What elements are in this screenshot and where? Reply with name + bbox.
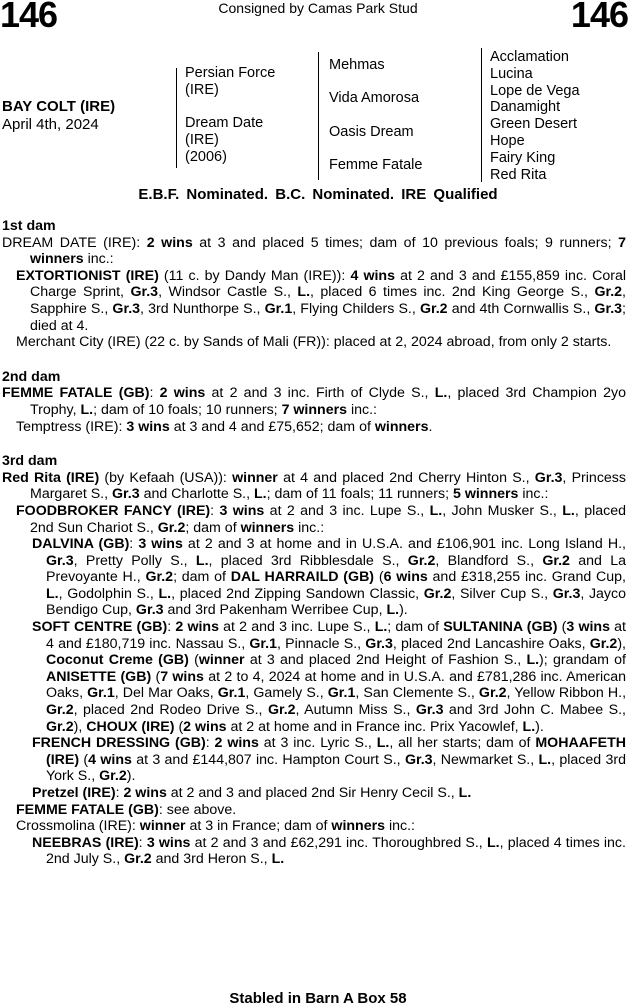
pedigree-notes: [2, 218, 626, 868]
text-run: at 3 and 4 and £75,652; dam of: [169, 418, 375, 435]
bold-run: 6 wins: [383, 569, 428, 586]
text-run: , Pinnacle S.,: [277, 635, 366, 652]
text-run: , Silver Cup S.,: [451, 585, 553, 602]
text-run: at 4 and placed 2nd Cherry Hinton S.,: [277, 469, 535, 486]
bold-run: winners: [331, 818, 386, 835]
bold-run: FRENCH DRESSING (GB): [32, 735, 206, 752]
pedigree-entry: [2, 268, 626, 334]
bold-run: Gr.2: [542, 552, 570, 569]
pedigree-entry: [2, 385, 626, 418]
bold-run: L.: [253, 486, 267, 503]
bold-run: 3 wins: [219, 502, 265, 519]
pedigree-gen3-ancestor: Hope: [490, 132, 525, 149]
pedigree-gen3-ancestor: Acclamation: [490, 49, 569, 65]
text-run: at 2 and 3 inc. Lupe S.,: [218, 619, 375, 636]
text-run: , Yellow Ribbon H.,: [506, 685, 627, 702]
bold-run: NEEBRAS (IRE): [32, 834, 139, 851]
pedigree-grandsire-paternal: Mehmas: [329, 57, 385, 73]
pedigree-gen3-ancestor: Danamight: [490, 99, 561, 116]
bold-run: Gr.3: [46, 552, 74, 569]
dam-heading: 1st dam: [2, 218, 56, 234]
bold-run: Gr.2: [46, 718, 74, 735]
bold-run: winner: [232, 469, 278, 486]
bold-run: Gr.1: [327, 685, 356, 702]
text-run: :: [115, 785, 124, 801]
bold-run: L.: [386, 602, 400, 619]
text-run: ; dam of 10 foals; 10 runners;: [93, 401, 282, 418]
text-run: , placed 3rd Champion 2yo Trophy,: [30, 385, 626, 418]
text-run: ).: [535, 718, 544, 735]
bold-run: Pretzel (IRE): [32, 785, 116, 801]
text-run: ; dam of: [387, 619, 444, 636]
text-run: , placed 2nd Zipping Sandown Classic,: [171, 585, 424, 602]
pedigree-entry: [2, 419, 626, 436]
bold-run: Gr.3: [404, 751, 433, 768]
bold-run: ANISETTE (GB): [46, 668, 152, 685]
bold-run: Red Rita (IRE): [2, 469, 100, 486]
pedigree-entry: [2, 802, 626, 819]
text-run: , placed 3rd Ribblesdale S.,: [208, 552, 408, 569]
bold-run: 7 winners: [281, 401, 348, 418]
pedigree-sire-line: Persian Force: [185, 65, 276, 81]
bold-run: winners: [240, 519, 295, 536]
text-run: Temptress (IRE):: [16, 418, 127, 435]
text-run: at 3 and placed 5 times; dam of 10 previous foals; 9 runners;: [192, 234, 619, 251]
pedigree-dam-line: (IRE): [185, 131, 219, 148]
bold-run: 2 wins: [146, 234, 193, 251]
text-run: inc.:: [518, 486, 549, 503]
pedigree-entry: [2, 619, 626, 735]
text-run: , Princess Margaret S.,: [30, 469, 626, 503]
bold-run: Gr.1: [249, 635, 277, 652]
text-run: Merchant City (IRE) (22 c. by Sands of Mali (FR)): placed at 2, 2024 abroad, from only 2 starts.: [16, 334, 612, 351]
consignor-line: Consigned by Camas Park Stud: [218, 0, 418, 16]
text-run: ; dam of: [173, 569, 231, 586]
bold-run: L.: [434, 385, 448, 402]
pedigree-entry: [2, 235, 626, 268]
text-run: ),: [617, 635, 626, 652]
text-run: ; dam of: [185, 519, 241, 536]
bold-run: L.: [562, 502, 575, 519]
bold-run: winners: [374, 418, 429, 435]
bold-run: 3 wins: [138, 536, 183, 553]
text-run: ; dam of 11 foals; 11 runners;: [266, 486, 453, 503]
text-run: , Autumn Miss S.,: [295, 702, 416, 719]
text-run: , Pretty Polly S.,: [73, 552, 196, 569]
pedigree-dam-line: (2006): [185, 148, 227, 165]
text-run: , Godolphin S.,: [58, 585, 159, 602]
lot-number-right: 146: [570, 0, 628, 35]
text-run: :: [210, 502, 220, 519]
bold-run: Gr.3: [112, 486, 140, 503]
text-run: inc.:: [294, 519, 325, 536]
bold-run: L.: [429, 502, 443, 519]
text-run: , Blandford S.,: [435, 552, 543, 569]
bold-run: 3 wins: [126, 418, 170, 435]
bold-run: 3 wins: [146, 834, 191, 851]
bold-run: 5 winners: [452, 486, 519, 503]
text-run: , Jayco Bendigo Cup,: [46, 585, 627, 619]
bold-run: Gr.3: [594, 300, 623, 317]
text-run: , Flying Childers S.,: [292, 300, 420, 317]
bold-run: L.: [538, 751, 552, 768]
bold-run: L.: [526, 652, 540, 669]
bold-run: Gr.1: [87, 685, 115, 702]
bold-run: Gr.2: [124, 851, 152, 868]
text-run: at 2 at home and in France inc. Prix Yacowlef,: [226, 718, 523, 735]
text-run: , San Clemente S.,: [355, 685, 479, 702]
nominations-line: E.B.F. Nominated. B.C. Nominated. IRE Qualified: [138, 186, 498, 203]
bold-run: Gr.2: [46, 702, 74, 719]
text-run: , John Musker S.,: [442, 502, 563, 519]
text-run: at 2 and 3 and £155,859 inc. Coral Charge Sprint,: [30, 267, 626, 301]
text-run: and £318,255 inc. Grand Cup,: [427, 569, 626, 586]
bold-run: winner: [198, 652, 245, 669]
pedigree-gen3: [490, 49, 580, 183]
pedigree-gen3-ancestor: Green Desert: [490, 116, 578, 133]
text-run: :: [167, 619, 176, 636]
bold-run: 2 wins: [159, 385, 206, 402]
text-run: at 3 and placed 2nd Height of Fashion S.,: [244, 652, 527, 669]
text-run: at 2 and 3 and £62,291 inc. Thoroughbred S.,: [190, 834, 487, 851]
text-run: and 4th Cornwallis S.,: [447, 300, 595, 317]
text-run: ),: [73, 718, 87, 735]
bold-run: Gr.2: [99, 768, 127, 785]
bold-run: SULTANINA (GB): [443, 619, 558, 636]
text-run: , placed 2nd Rodeo Drive S.,: [73, 702, 268, 719]
text-run: at 3 and £144,807 inc. Hampton Court S.,: [131, 751, 405, 768]
text-run: at 2 to 4, 2024 at home and in U.S.A. and £781,286 inc. American Oaks,: [46, 668, 627, 702]
bold-run: Gr.2: [145, 569, 174, 586]
text-run: and La Prevoyante H.,: [46, 552, 626, 586]
bold-run: 2 wins: [183, 718, 227, 735]
pedigree-gen3-ancestor: Red Rita: [490, 166, 547, 183]
bold-run: Gr.3: [112, 300, 141, 317]
text-run: at 4 and £180,719 inc. Nassau S.,: [46, 619, 626, 652]
text-run: , Windsor Castle S.,: [158, 284, 298, 301]
bold-run: L.: [46, 585, 59, 602]
bold-run: EXTORTIONIST (IRE): [16, 267, 159, 284]
text-run: inc.:: [83, 251, 114, 268]
bold-run: L.: [458, 785, 472, 801]
text-run: (: [151, 668, 161, 685]
dam-heading: 2nd dam: [2, 368, 61, 385]
text-run: :: [138, 834, 147, 851]
bold-run: L.: [374, 619, 388, 636]
text-run: and 3rd Pakenham Werribee Cup,: [163, 602, 387, 619]
bold-run: Gr.1: [217, 685, 246, 702]
bold-run: 7 wins: [160, 668, 204, 685]
bold-run: L.: [158, 585, 172, 602]
bold-run: L.: [486, 834, 500, 851]
bold-run: DAL HARRAILD (GB): [230, 569, 375, 586]
pedigree-entry: [2, 470, 626, 503]
pedigree-divider-3: [481, 48, 482, 182]
text-run: Crossmolina (IRE):: [16, 818, 140, 835]
text-run: , placed 2nd Sun Chariot S.,: [30, 502, 626, 536]
bold-run: FOODBROKER FANCY (IRE): [16, 502, 211, 519]
bold-run: Gr.2: [594, 284, 623, 301]
text-run: and 3rd John C. Mabee S.,: [443, 702, 626, 719]
pedigree-entry: [2, 334, 626, 351]
text-run: at 2 and 3 at home and in U.S.A. and £106,901 inc. Long Island H.,: [182, 536, 626, 553]
bold-run: Gr.2: [157, 519, 186, 536]
bold-run: Gr.3: [415, 702, 444, 719]
text-run: ).: [126, 768, 136, 785]
bold-run: L.: [376, 735, 390, 752]
pedigree-entry: [2, 785, 626, 802]
bold-run: FEMME FATALE (GB): [2, 385, 150, 402]
text-run: DREAM DATE (IRE):: [2, 234, 147, 251]
text-run: :: [129, 536, 139, 553]
bold-run: Gr.3: [135, 602, 164, 619]
bold-run: Gr.3: [534, 469, 563, 486]
bold-run: 2 wins: [123, 785, 167, 801]
text-run: , 3rd Nunthorpe S.,: [140, 300, 265, 317]
pedigree-entry: [2, 818, 626, 835]
bold-run: L.: [522, 718, 536, 735]
bold-run: CHOUX (IRE): [86, 718, 175, 735]
bold-run: 7 winners: [30, 234, 626, 268]
text-run: (: [188, 652, 199, 669]
bold-run: winner: [139, 818, 186, 835]
bold-run: L.: [271, 851, 285, 868]
pedigree-entry: [2, 735, 626, 785]
pedigree-granddam-paternal: Vida Amorosa: [329, 90, 420, 106]
bold-run: Gr.2: [267, 702, 296, 719]
text-run: ).: [399, 602, 408, 619]
text-run: :: [205, 735, 215, 752]
pedigree-dam-line: Dream Date: [185, 115, 264, 131]
text-run: at 3 inc. Lyric S.,: [258, 735, 377, 752]
bold-run: Gr.3: [365, 635, 393, 652]
stabling-footer: Stabled in Barn A Box 58: [229, 990, 407, 1007]
bold-run: 2 wins: [175, 619, 219, 636]
pedigree-grandsire-maternal: Oasis Dream: [329, 124, 414, 140]
bold-run: Gr.2: [419, 300, 448, 317]
text-run: , Del Mar Oaks,: [114, 685, 218, 702]
bold-run: Coconut Creme (GB): [46, 652, 189, 669]
text-run: , placed 2nd Lancashire Oaks,: [392, 635, 590, 652]
text-run: : see above.: [158, 801, 237, 818]
bold-run: SOFT CENTRE (GB): [32, 619, 168, 636]
text-run: at 2 and 3 inc. Lupe S.,: [264, 502, 430, 519]
text-run: :: [149, 385, 160, 402]
bold-run: Gr.2: [407, 552, 436, 569]
pedigree-entry: [2, 503, 626, 536]
text-run: and 3rd Heron S.,: [151, 851, 272, 868]
bold-run: FEMME FATALE (GB): [16, 801, 159, 818]
text-run: at 3 in France; dam of: [185, 818, 332, 835]
text-run: and Charlotte S.,: [139, 486, 254, 503]
text-run: (: [557, 619, 567, 636]
bold-run: Gr.2: [423, 585, 452, 602]
bold-run: 2 wins: [214, 735, 259, 752]
text-run: (by Kefaah (USA)):: [99, 469, 233, 486]
pedigree-gen3-ancestor: Lucina: [490, 65, 533, 82]
pedigree-gen3-ancestor: Lope de Vega: [490, 82, 580, 99]
bold-run: 4 wins: [350, 267, 395, 284]
text-run: ; died at 4.: [30, 300, 626, 334]
horse-dob: April 4th, 2024: [2, 116, 99, 133]
bold-run: 3 wins: [566, 619, 610, 636]
text-run: , Gamely S.,: [245, 685, 328, 702]
pedigree-gen3-ancestor: Fairy King: [490, 149, 556, 166]
pedigree-divider-1: [176, 68, 177, 168]
pedigree-divider-2: [318, 52, 319, 180]
pedigree-granddam-maternal: Femme Fatale: [329, 157, 423, 173]
pedigree-entry: [2, 835, 626, 868]
pedigree-dam: [185, 115, 263, 165]
text-run: , placed 3rd York S.,: [46, 751, 626, 785]
text-run: inc.:: [385, 818, 415, 835]
pedigree-entry: [2, 536, 626, 619]
text-run: (: [374, 569, 384, 586]
bold-run: Gr.1: [264, 300, 293, 317]
bold-run: L.: [195, 552, 209, 569]
bold-run: L.: [297, 284, 311, 301]
text-run: .: [428, 418, 433, 435]
dam-heading: 3rd dam: [2, 453, 58, 470]
horse-title: BAY COLT (IRE): [2, 98, 116, 115]
text-run: , Newmarket S.,: [432, 751, 539, 768]
bold-run: DALVINA (GB): [32, 536, 130, 553]
bold-run: MOHAAFETH (IRE): [46, 735, 626, 768]
bold-run: Gr.2: [478, 685, 507, 702]
text-run: (: [174, 718, 184, 735]
text-run: , Sapphire S.,: [30, 284, 626, 317]
bold-run: 4 wins: [88, 751, 132, 768]
bold-run: Gr.3: [552, 585, 581, 602]
text-run: , placed 6 times inc. 2nd King George S.,: [310, 284, 595, 301]
pedigree-sire: [185, 65, 275, 99]
bold-run: Gr.2: [589, 635, 618, 652]
text-run: , all her starts; dam of: [389, 735, 536, 752]
text-run: (: [79, 751, 89, 768]
bold-run: L.: [80, 401, 94, 418]
text-run: (11 c. by Dandy Man (IRE)):: [158, 267, 351, 284]
text-run: at 2 and 3 inc. Firth of Clyde S.,: [205, 385, 435, 402]
text-run: inc.:: [347, 401, 377, 418]
lot-number-left: 146: [0, 0, 58, 35]
text-run: at 2 and 3 and placed 2nd Sir Henry Cecil S.,: [166, 785, 459, 801]
pedigree-sire-line: (IRE): [185, 81, 219, 98]
text-run: , placed 4 times inc. 2nd July S.,: [46, 834, 626, 868]
text-run: ); grandam of: [539, 652, 627, 669]
bold-run: Gr.3: [130, 284, 159, 301]
